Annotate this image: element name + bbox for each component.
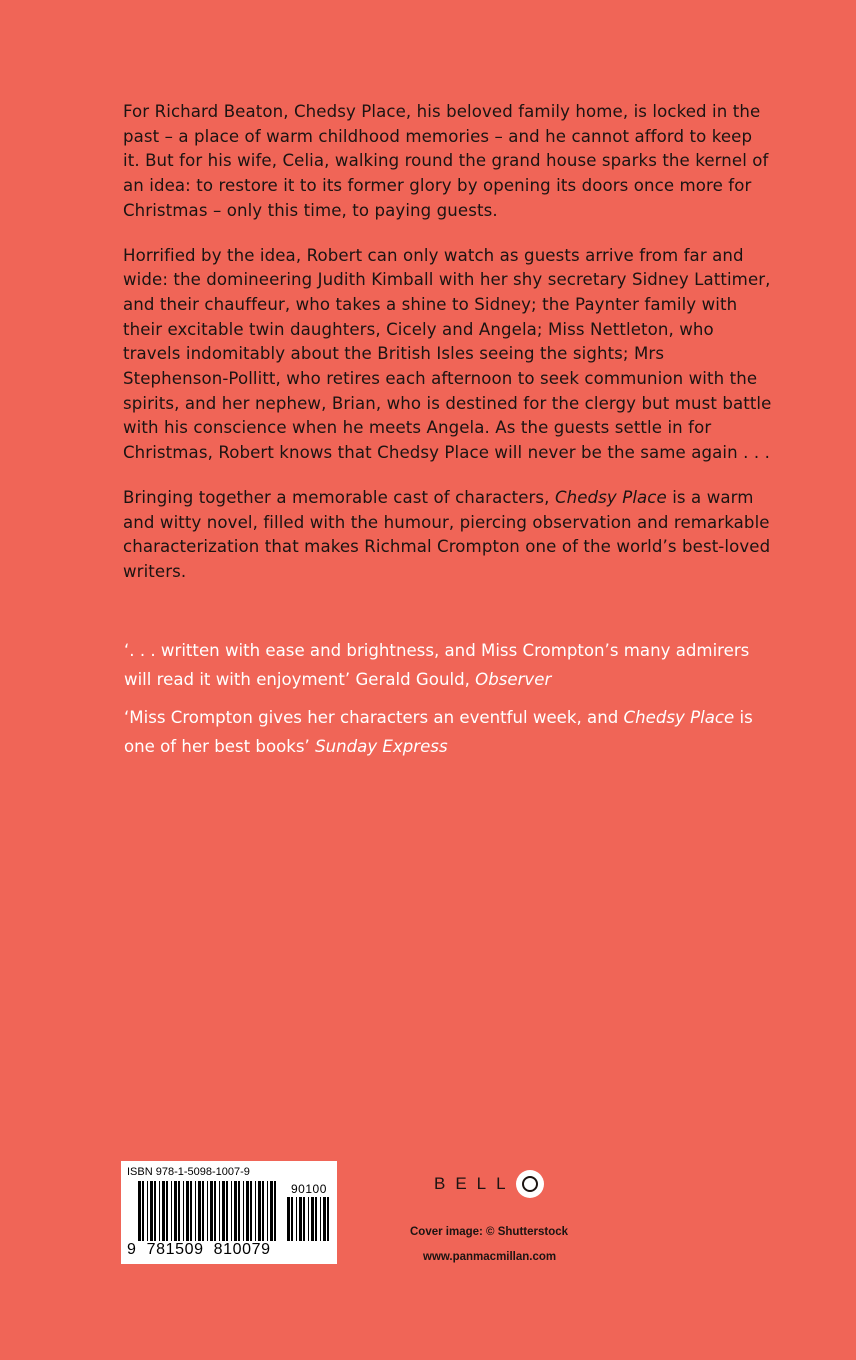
barcode-bar	[315, 1197, 317, 1241]
review-quote-2	[124, 703, 774, 761]
isbn-number: ISBN 978-1-5098-1007-9	[127, 1166, 250, 1178]
barcode-bar	[226, 1181, 228, 1241]
blurb	[123, 100, 773, 605]
barcode-bar	[162, 1181, 165, 1241]
barcode-bar	[166, 1181, 168, 1241]
barcode-bar	[320, 1197, 321, 1241]
barcode-bar	[159, 1181, 160, 1241]
barcode-bar	[178, 1181, 180, 1241]
barcode-bar	[138, 1181, 141, 1241]
quote-1-source: Observer	[475, 670, 552, 689]
barcode-bar	[327, 1197, 329, 1241]
barcode-bar	[311, 1197, 314, 1241]
barcode-bar	[255, 1181, 256, 1241]
barcode-bar	[198, 1181, 201, 1241]
isbn-barcode	[121, 1161, 337, 1264]
blurb-paragraph-3	[123, 486, 773, 585]
barcode-bar	[303, 1197, 305, 1241]
publisher-url: www.panmacmillan.com	[423, 1251, 557, 1263]
barcode-bar	[243, 1181, 244, 1241]
logo-letters: BELL	[434, 1174, 516, 1193]
barcode-bar	[210, 1181, 213, 1241]
barcode-bar	[214, 1181, 216, 1241]
barcode-bar	[296, 1197, 297, 1241]
review-quotes	[124, 636, 774, 770]
cover-image-credit: Cover image: © Shutterstock	[410, 1226, 569, 1238]
barcode-bar	[171, 1181, 172, 1241]
quote-1-text: ‘. . . written with ease and brightness, and Miss Crompton’s many admirers will read it with enjoyment’	[124, 641, 750, 689]
barcode-bar	[267, 1181, 268, 1241]
barcode-bar	[147, 1181, 148, 1241]
barcode-bar	[234, 1181, 237, 1241]
barcode-bar	[250, 1181, 252, 1241]
logo-o-circle-icon	[516, 1170, 544, 1198]
blurb-paragraph-2: Horrified by the idea, Robert can only watch as guests arrive from far and wide: the domineering Judith Kimball with her shy secretary Sidney Lattimer, and their chauffeur, who takes a shine to Sidney; the Paynter family with their excitable twin daughters, Cicely and Angela; Miss Nettleton, who travels indomitably about the British Isles seeing the sights; Mrs Stephenson-Pollitt, who retires each afternoon to seek communion with the spirits, and her nephew, Brian, who is destined for the clergy but must battle with his conscience when he meets Angela. As the guests settle in for Christmas, Robert knows that Chedsy Place will never be the same again . . .	[123, 245, 772, 463]
barcode-bar	[262, 1181, 264, 1241]
barcode-bar	[174, 1181, 177, 1241]
book-title: Chedsy Place	[554, 487, 667, 507]
barcode-bar	[291, 1197, 293, 1241]
barcode-bar	[202, 1181, 204, 1241]
ean-digits: 9 781509 810079	[127, 1241, 271, 1258]
barcode-bar	[258, 1181, 261, 1241]
quote-2-source: Sunday Express	[315, 737, 448, 756]
blurb-p3-end: is a warm and witty novel, filled with the humour, piercing observation and remarkable characterization that makes Richmal Crompton one of the world’s best-loved writers.	[123, 487, 771, 581]
barcode-bar	[186, 1181, 189, 1241]
barcode-bar	[323, 1197, 326, 1241]
barcode-bar	[150, 1181, 153, 1241]
barcode-bar	[190, 1181, 192, 1241]
barcode-bar	[195, 1181, 196, 1241]
barcode-bar	[246, 1181, 249, 1241]
quote-2-text-end: is one of her best books’	[124, 708, 753, 756]
barcode-bar	[308, 1197, 309, 1241]
blurb-p3-start: Bringing together a memorable cast of characters,	[123, 487, 555, 507]
barcode-bar	[274, 1181, 276, 1241]
review-quote-1	[124, 636, 774, 694]
blurb-paragraph-1: For Richard Beaton, Chedsy Place, his beloved family home, is locked in the past – a place of warm childhood memories – and he cannot afford to keep it. But for his wife, Celia, walking round the grand house sparks the kernel of an idea: to restore it to its former glory by opening its doors once more for Christmas – only this time, to paying guests.	[123, 102, 769, 220]
barcode-bar	[238, 1181, 240, 1241]
quote-2-text-start: ‘Miss Crompton gives her characters an eventful week, and	[124, 708, 624, 727]
barcode-bar	[222, 1181, 225, 1241]
barcode-bar	[270, 1181, 273, 1241]
barcode-bar	[154, 1181, 156, 1241]
barcode-bar	[219, 1181, 220, 1241]
quote-1-author: Gerald Gould,	[355, 670, 476, 689]
barcode-bar	[183, 1181, 184, 1241]
barcode-bar	[142, 1181, 144, 1241]
barcode-bar	[207, 1181, 208, 1241]
barcode-bar	[231, 1181, 232, 1241]
barcode-bar	[287, 1197, 290, 1241]
price-code: 90100	[291, 1182, 327, 1196]
barcode-bar	[299, 1197, 302, 1241]
quote-2-title: Chedsy Place	[623, 708, 735, 727]
bello-logo	[434, 1166, 544, 1202]
